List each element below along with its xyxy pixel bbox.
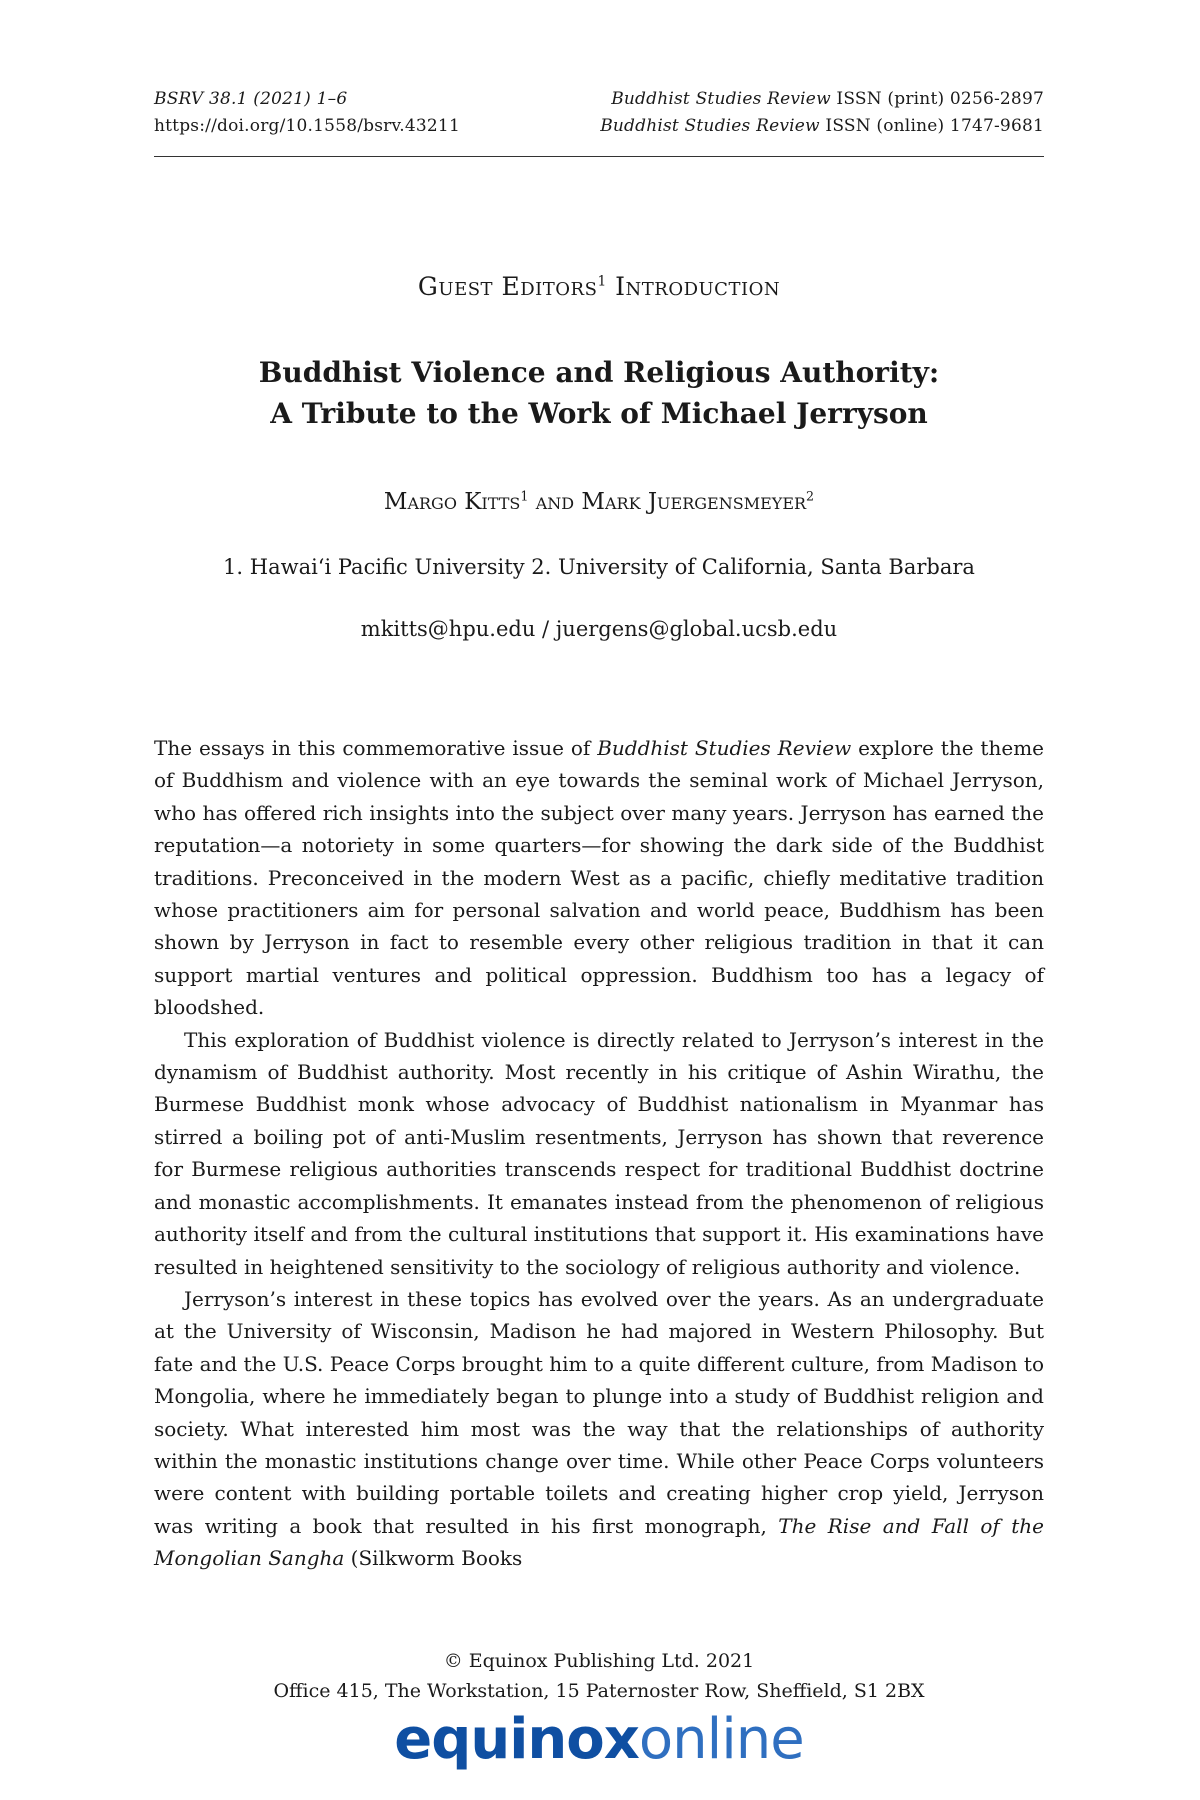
- paragraph: The essays in this commemorative issue of Buddhist Studies Review explore the theme of Buddhism and violence with an eye towards the seminal work of Michael Jerryson, who has offered rich insights into the subject over many years. Jerryson has earned the reputation—a notoriety in some quarters—for showing the dark side of the Buddhist traditions. Preconceived in the modern West as a pacific, chiefly meditative tradition whose practitioners aim for personal salvation and world peace, Buddhism has been shown by Jerryson in fact to resemble every other religious tradition in that it can support martial ventures and political oppression. Buddhism too has a legacy of bloodshed.: [154, 736, 1044, 1020]
- paragraph: This exploration of Buddhist violence is directly related to Jerryson’s interest in the dynamism of Buddhist authority. Most recently in his critique of Ashin Wirathu, the Burmese Buddhist monk whose advocacy of Buddhist nationalism in Myanmar has stirred a boiling pot of anti-Muslim resentments, Jerryson has shown that reverence for Burmese religious authorities transcends respect for traditional Buddhist doctrine and monastic accomplishments. It emanates instead from the phenomenon of religious authority itself and from the cultural institutions that support it. His examinations have resulted in heightened sensitivity to the sociology of religious authority and violence.: [154, 1027, 1044, 1279]
- article-title: [154, 352, 1044, 434]
- journal-name: Buddhist Studies Review: [600, 116, 820, 136]
- header-citation: [154, 86, 460, 140]
- copyright-line: © Equinox Publishing Ltd. 2021: [443, 1650, 755, 1672]
- paragraph: Jerryson’s interest in these topics has evolved over the years. As an undergraduate at the University of Wisconsin, Madison he had majored in Western Philosophy. But fate and the U.S. Peace Corps brought him to a quite different culture, from Madison to Mongolia, where he immediately began to plunge into a study of Buddhist religion and society. What interested him most was the way that the relationships of authority within the monastic institutions change over time. While other Peace Corps volunteers were content with building portable toilets and creating higher crop yield, Jerryson was writing a book that resulted in his first monograph, The Rise and Fall of the Mongolian Sangha (Silkworm Books: [154, 1286, 1044, 1571]
- author-name: Mark Juergensmeyer: [581, 489, 807, 515]
- author-list: Margo Kitts$^1$ and Mark Juergensmeyer$^2$: [383, 488, 815, 515]
- header-issn-online: Buddhist Studies Review ISSN (online) 1747-9681: [600, 116, 1044, 136]
- equinox-online-logo: equinoxonline: [394, 1707, 804, 1772]
- journal-name: Buddhist Studies Review: [611, 89, 831, 109]
- header-issn: [600, 86, 1044, 140]
- publisher-footer: [154, 1646, 1044, 1706]
- title-line-1: Buddhist Violence and Religious Authority:: [258, 356, 940, 389]
- header-issn-print: Buddhist Studies Review ISSN (print) 0256-2897: [611, 89, 1044, 109]
- title-line-2: A Tribute to the Work of Michael Jerryson: [270, 397, 928, 430]
- header-doi-link[interactable]: https://doi.org/10.1558/bsrv.43211: [154, 116, 460, 136]
- header-volume: BSRV 38.1 (2021) 1–6: [154, 89, 348, 109]
- author-emails[interactable]: mkitts@hpu.edu / juergens@global.ucsb.edu: [360, 617, 838, 641]
- header-divider: [154, 156, 1044, 157]
- affiliations: 1. Hawai‘i Pacific University 2. University of California, Santa Barbara: [223, 555, 975, 579]
- author-name: Margo Kitts: [383, 489, 521, 515]
- publisher-address: Office 415, The Workstation, 15 Paternoster Row, Sheffield, S1 2BX: [273, 1680, 925, 1702]
- article-body: [154, 732, 1044, 1575]
- section-label: Guest Editors$^1$ Introduction: [417, 272, 781, 301]
